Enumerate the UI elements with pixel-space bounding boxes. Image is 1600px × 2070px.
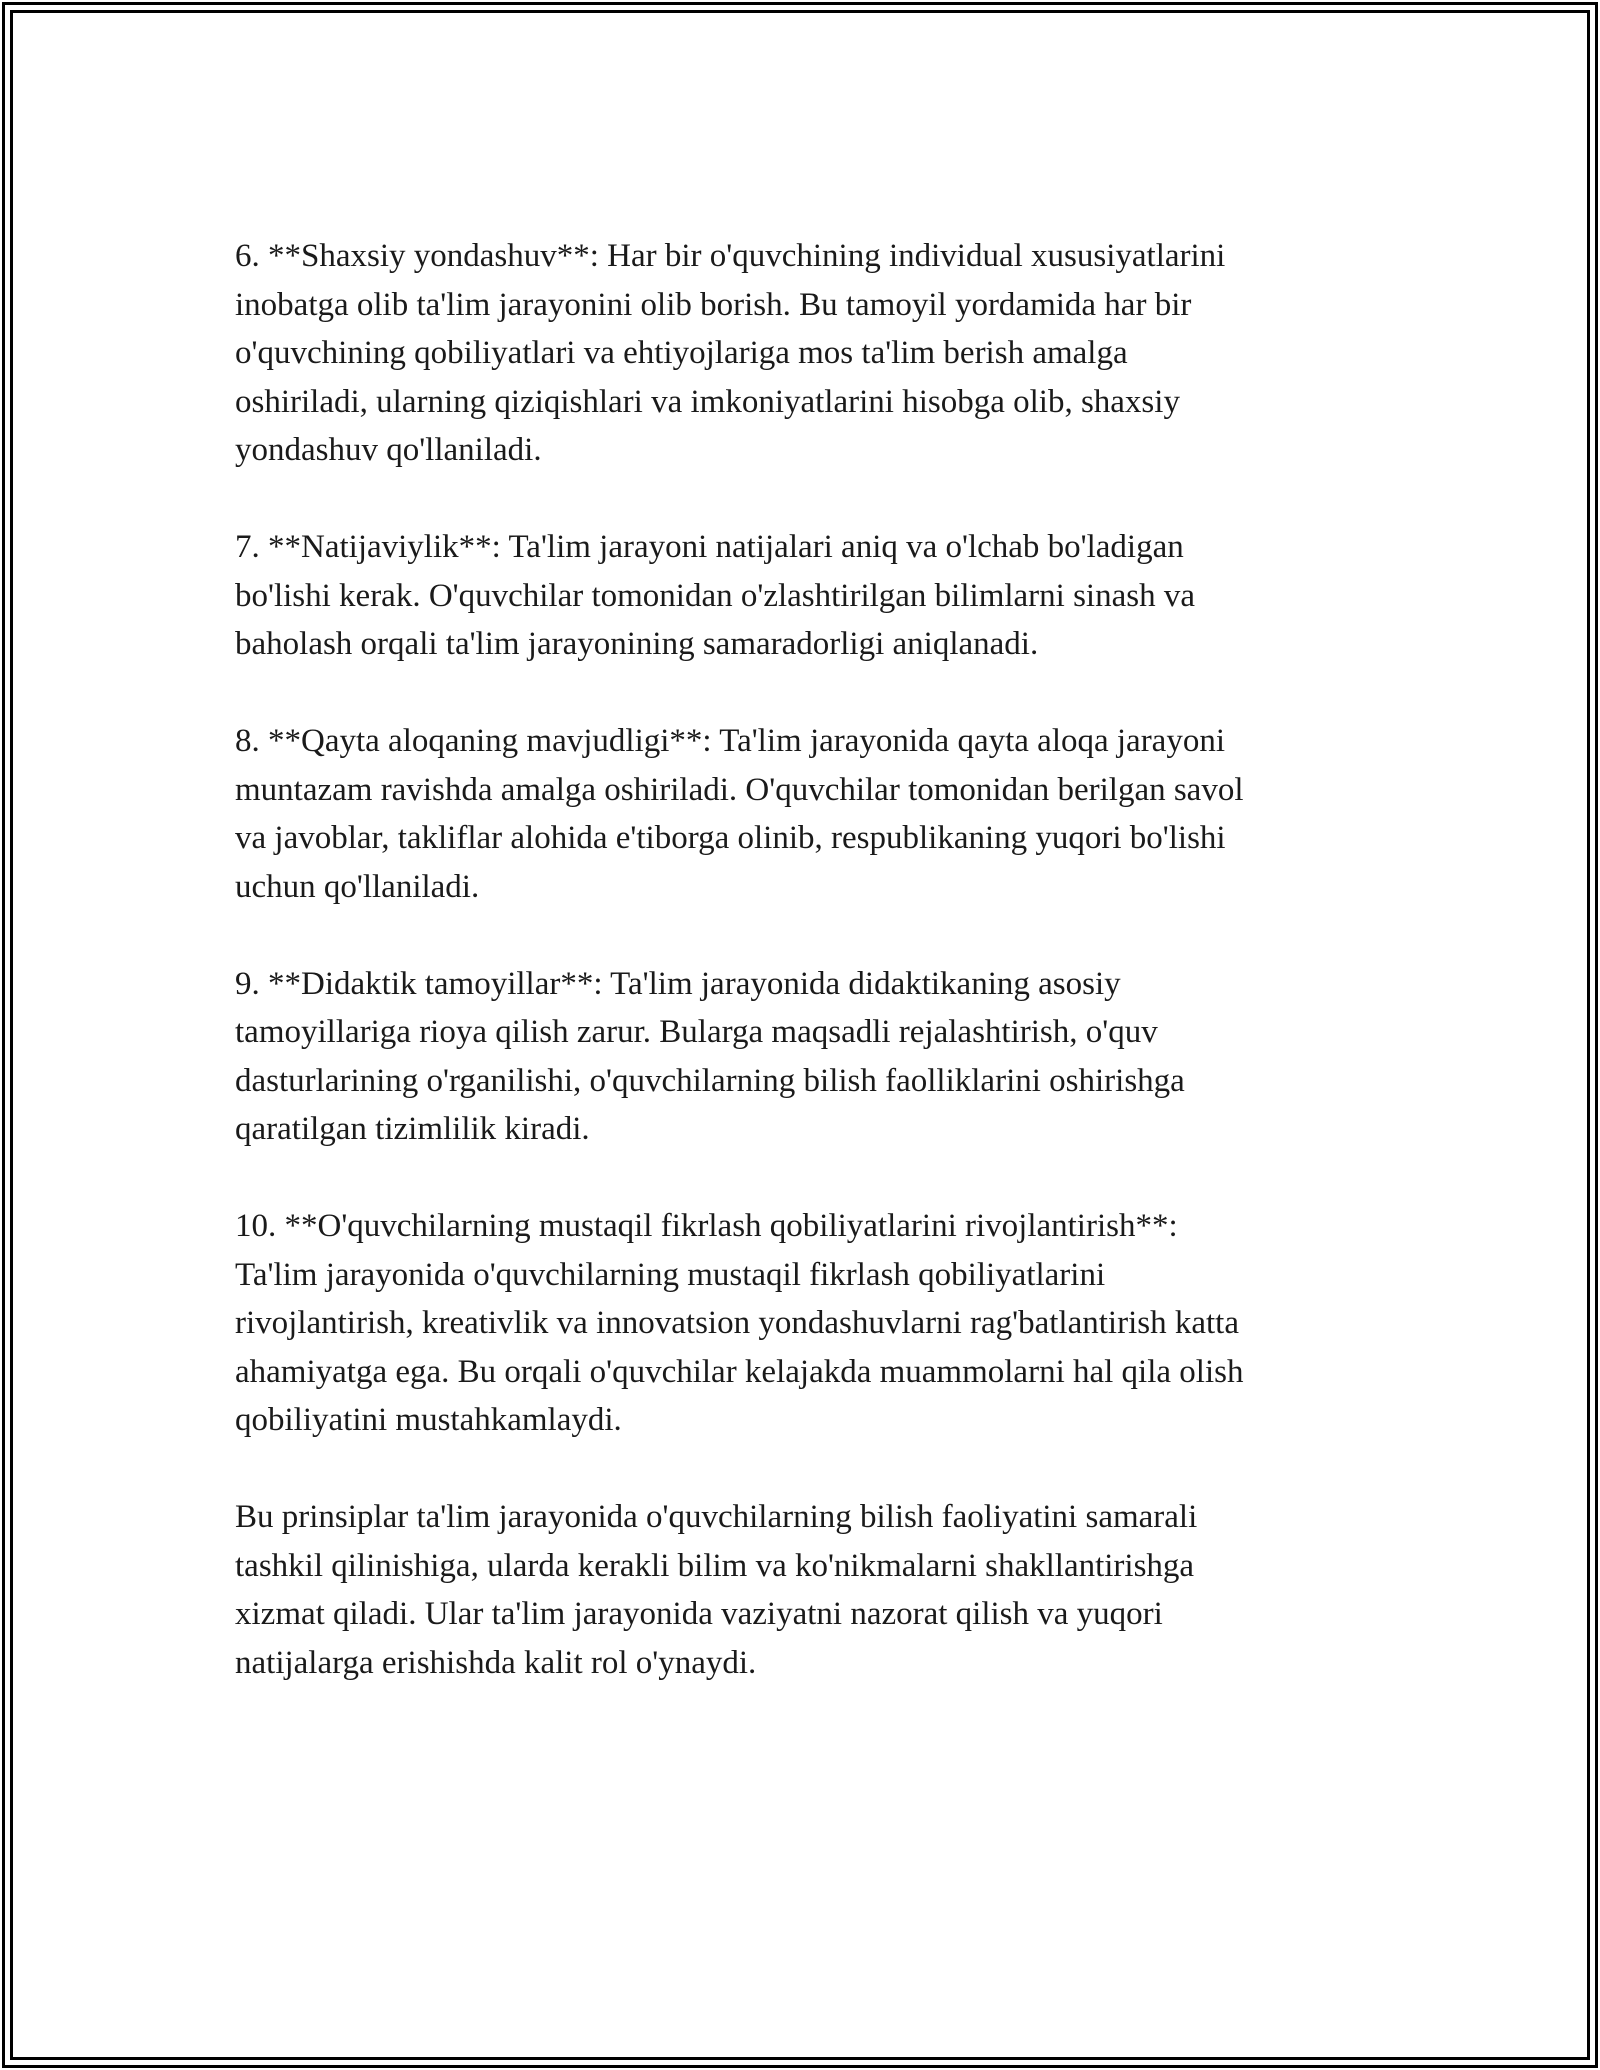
text-line: muntazam ravishda amalga oshiriladi. O'quvchilar tomonidan berilgan savol [235, 771, 1244, 808]
text-line: tamoyillariga rioya qilish zarur. Bularga maqsadli rejalashtirish, o'quv [235, 1014, 1158, 1050]
text-line: dasturlarining o'rganilishi, o'quvchilarning bilish faolliklarini oshirishga [235, 1062, 1185, 1099]
text-line: natijalarga erishishda kalit rol o'ynaydi. [235, 1644, 757, 1681]
paragraph-natijaviylik [235, 523, 1365, 669]
text-line: yondashuv qo'llaniladi. [235, 432, 542, 468]
text-line: 6. **Shaxsiy yondashuv**: Har bir o'quvchining individual xususiyatlarini [235, 238, 1226, 274]
text-line: o'quvchining qobiliyatlari va ehtiyojlariga mos ta'lim berish amalga [235, 335, 1128, 371]
text-line: 9. **Didaktik tamoyillar**: Ta'lim jarayonida didaktikaning asosiy [235, 965, 1121, 1002]
text-line: xizmat qiladi. Ular ta'lim jarayonida vaziyatni nazorat qilish va yuqori [235, 1596, 1163, 1632]
text-line: va javoblar, takliflar alohida e'tiborga olinib, respublikaning yuqori bo'lishi [235, 820, 1226, 856]
text-line: tashkil qilinishiga, ularda kerakli bilim va ko'nikmalarni shakllantirishga [235, 1547, 1195, 1584]
paragraph-qayta-aloqa [235, 717, 1365, 911]
text-line: baholash orqali ta'lim jarayonining samaradorligi aniqlanadi. [235, 626, 1039, 662]
text-line: 7. **Natijaviylik**: Ta'lim jarayoni natijalari aniq va o'lchab bo'ladigan [235, 529, 1184, 565]
text-line: qobiliyatini mustahkamlaydi. [235, 1402, 622, 1438]
text-line: uchun qo'llaniladi. [235, 868, 480, 905]
paragraph-didaktik-tamoyillar [235, 960, 1365, 1154]
text-line: 8. **Qayta aloqaning mavjudligi**: Ta'lim jarayonida qayta aloqa jarayoni [235, 723, 1225, 759]
text-line: rivojlantirish, kreativlik va innovatsion yondashuvlarni rag'batlantirish katta [235, 1305, 1239, 1341]
text-line: Bu prinsiplar ta'lim jarayonida o'quvchilarning bilish faoliyatini samarali [235, 1499, 1198, 1535]
text-line: oshiriladi, ularning qiziqishlari va imkoniyatlarini hisobga olib, shaxsiy [235, 383, 1180, 420]
text-line: qaratilgan tizimlilik kiradi. [235, 1111, 590, 1147]
paragraph-mustaqil-fikrlash [235, 1202, 1365, 1445]
text-line: ahamiyatga ega. Bu orqali o'quvchilar kelajakda muammolarni hal qila olish [235, 1353, 1244, 1390]
text-line: bo'lishi kerak. O'quvchilar tomonidan o'zlashtirilgan bilimlarni sinash va [235, 577, 1195, 614]
text-line: Ta'lim jarayonida o'quvchilarning mustaqil fikrlash qobiliyatlarini [235, 1256, 1106, 1293]
text-line: inobatga olib ta'lim jarayonini olib borish. Bu tamoyil yordamida har bir [235, 286, 1192, 323]
document-body [235, 232, 1365, 1687]
text-line: 10. **O'quvchilarning mustaqil fikrlash qobiliyatlarini rivojlantirish**: [235, 1208, 1178, 1244]
paragraph-conclusion [235, 1493, 1365, 1687]
paragraph-shaxsiy-yondashuv [235, 232, 1365, 475]
